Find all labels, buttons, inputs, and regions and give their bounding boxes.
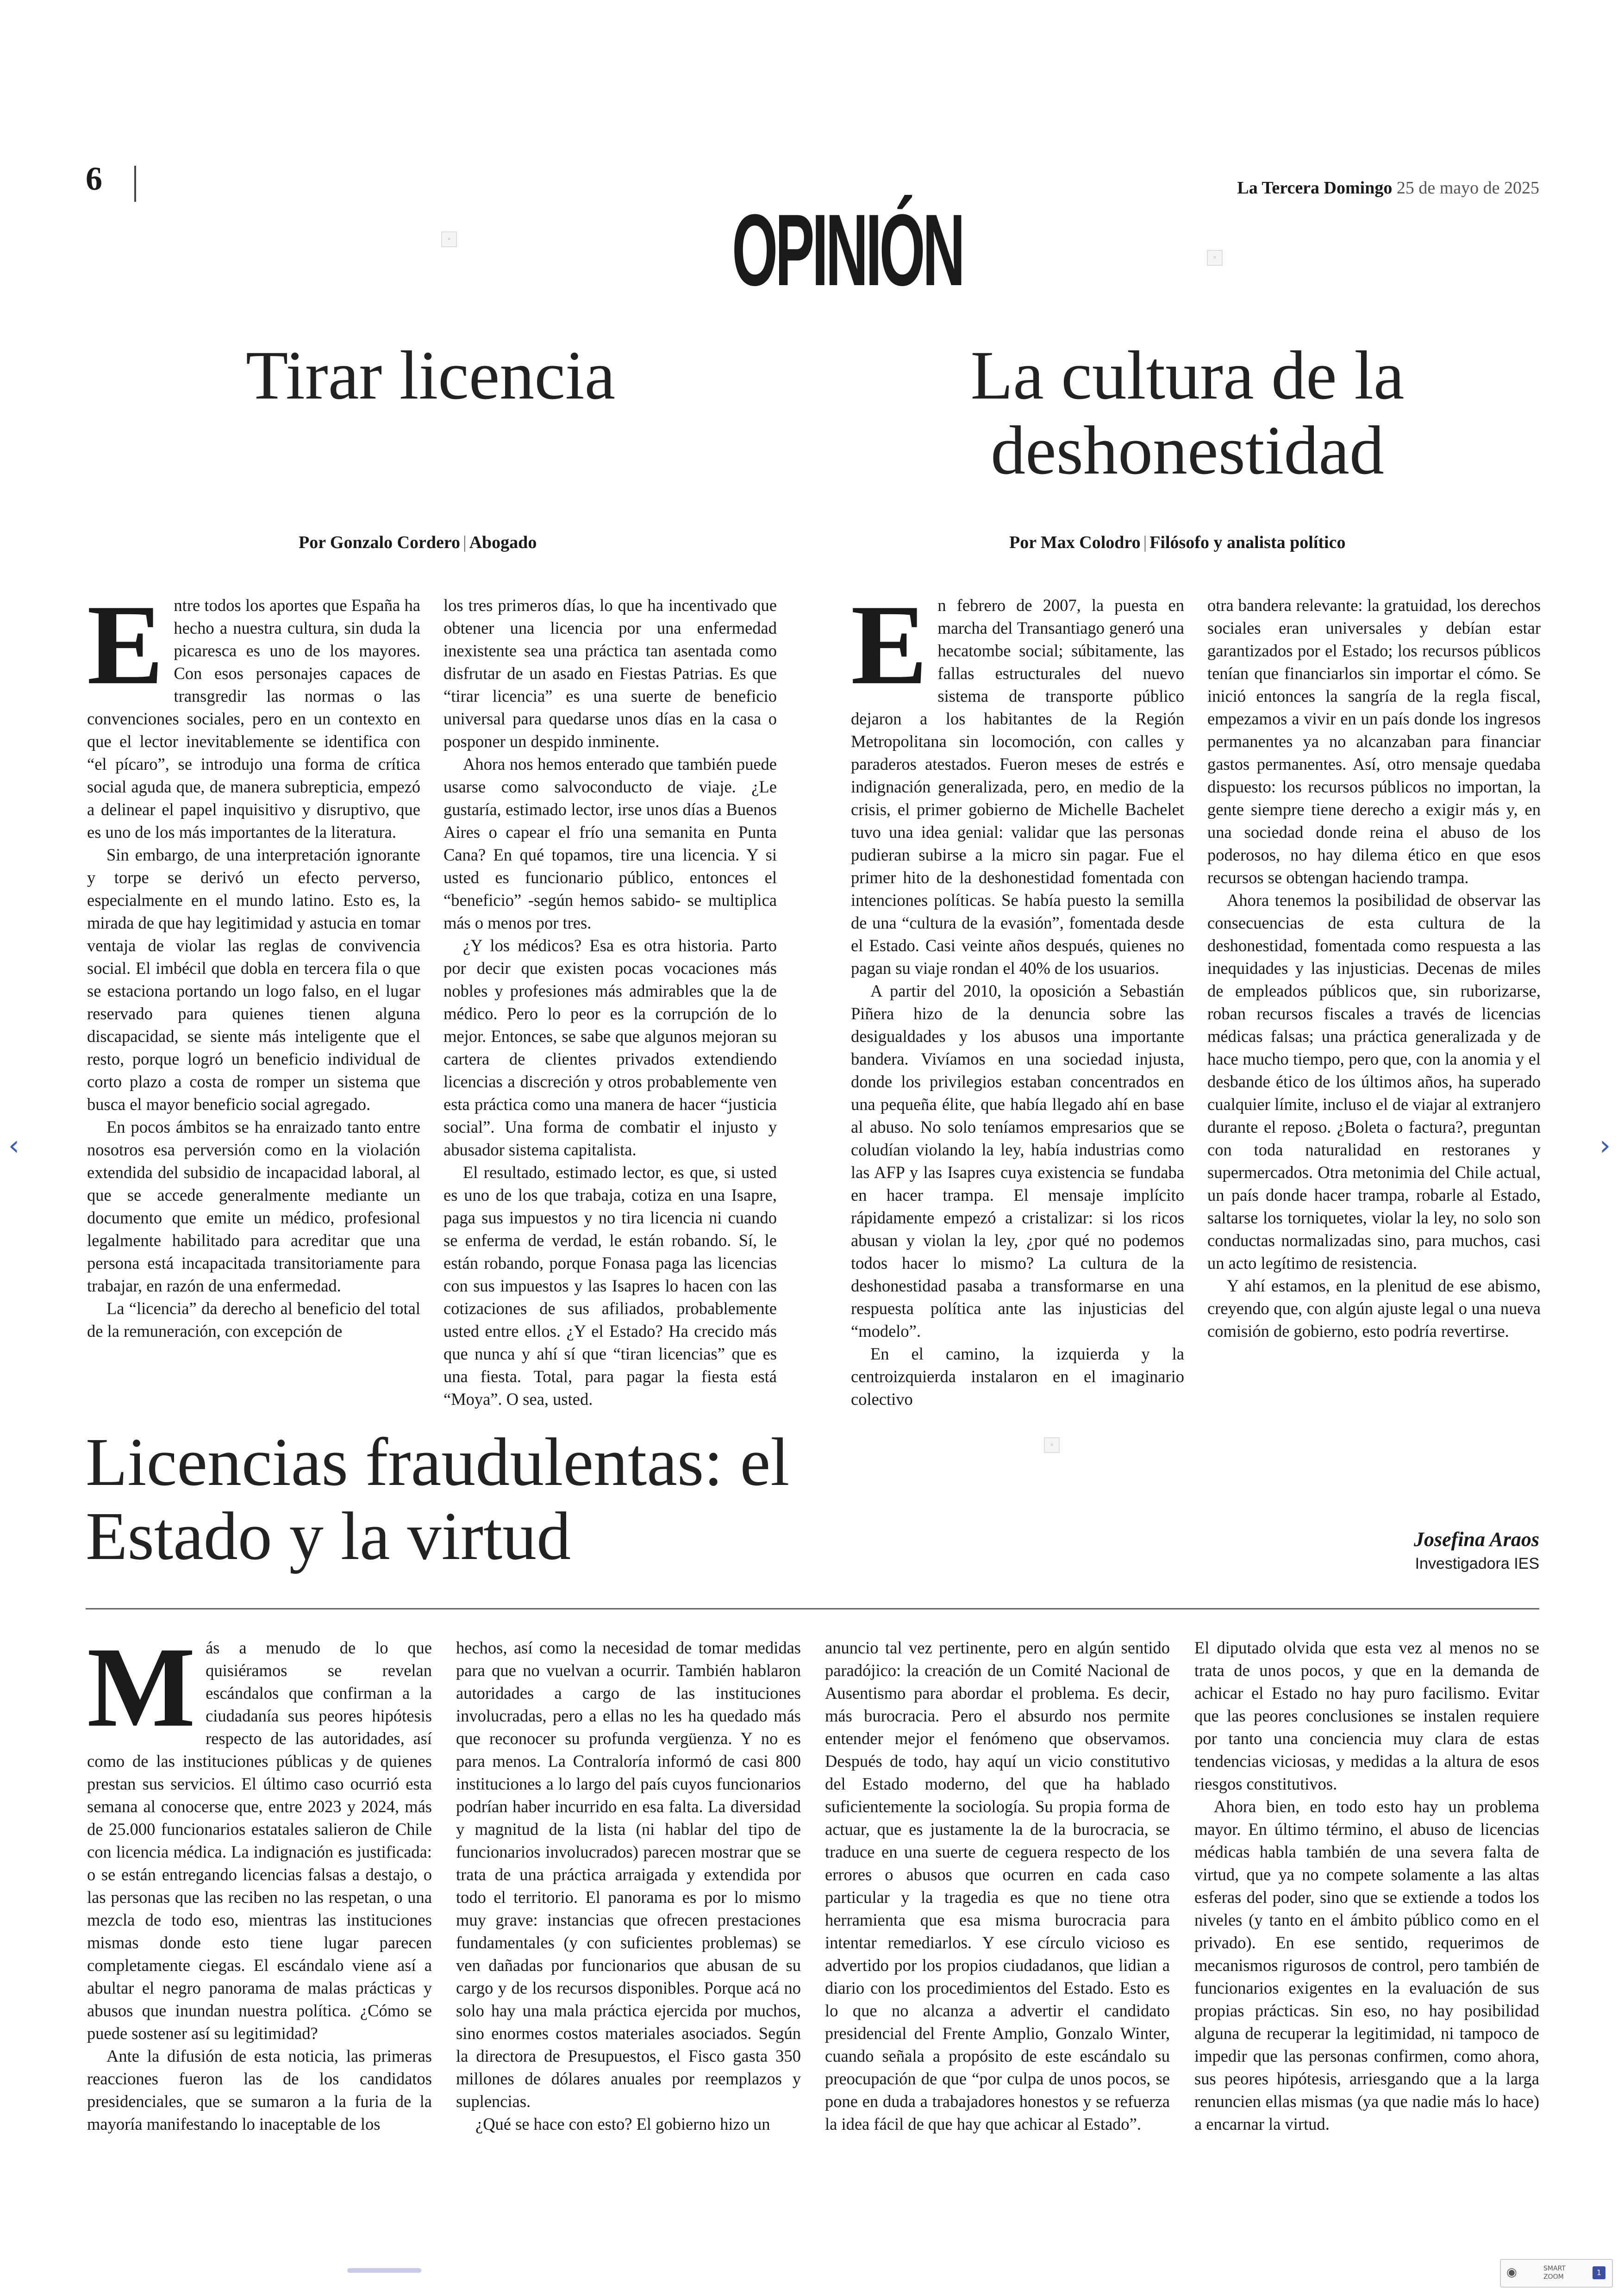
masthead	[1237, 178, 1539, 198]
paragraph: La “licencia” da derecho al beneficio del total de la remuneración, con excepción de	[87, 1299, 420, 1341]
article3-role: Investigadora IES	[1415, 1555, 1539, 1572]
article1-byline: Por Gonzalo Cordero | Abogado	[299, 533, 537, 552]
publication-date: 25 de mayo de 2025	[1396, 178, 1539, 198]
chevron-right-icon[interactable]: ›	[1599, 1129, 1611, 1162]
article3-title-line1: Licencias fraudulentas: el	[86, 1424, 790, 1500]
article1-dropcap: E	[87, 581, 164, 708]
page-scroll-indicator[interactable]	[347, 2268, 421, 2273]
paragraph: El resultado, estimado lector, es que, si usted es uno de los que trabaja, cotiza en una Isapre, paga sus impuestos y no tira licencia ni cuando se enferma de verdad, le están robando. Sí, le están robando, porque Fonasa paga las licencias con sus impuestos y las Isapres lo hacen con las cotizaciones de sus afiliados, probablemente usted entre ellos. ¿Y el Estado? Ha crecido más que nunca y ahí sí que “tiran licencias” que es una fiesta. Total, para pagar la fiesta está “Moya”. O sea, usted.	[443, 1163, 777, 1409]
article2-title	[840, 338, 1535, 488]
zoom-level-badge: 1	[1593, 2266, 1605, 2279]
paragraph: En febrero de 2007, la puesta en marcha del Transantiago generó una hecatombe social; súbitamente, las fallas estructurales del nuevo sistema de transporte público dejaron a los habitantes de la Región Metropolitana sin locomoción, con calles y paraderos atestados. Fueron meses de estrés e indignación generalizada, pero, en medio de la crisis, el primer gobierno de Michelle Bachelet tuvo una idea genial: validar que las personas pudieran subirse a la micro sin pagar. Fue el primer hito de la deshonestidad fomentada con intenciones políticas. Se había puesto la semilla de una “cultura de la evasión”, fomentada desde el Estado. Casi veinte años después, quienes no pagan su viaje rondan el 40% de los usuarios.	[851, 581, 1184, 978]
paragraph: Entre todos los aportes que España ha hecho a nuestra cultura, sin duda la picaresca es uno de los mayores. Con esos personajes capaces de transgredir las normas o las convenciones sociales, pero en un contexto en que el lector inevitablemente se identifica con “el pícaro”, se introdujo una forma de crítica social aguda que, de manera subrepticia, empezó a delinear el papel inquisitivo y disruptivo, que es uno de los más importantes de la literatura.	[87, 581, 420, 842]
section-title: OPINIÓN	[732, 193, 963, 307]
paragraph: En pocos ámbitos se ha enraizado tanto entre nosotros esa perversión como en la violación extendida del subsidio de incapacidad laboral, al que se accede generalmente mediante un documento que emite un médico, profesional legalmente habilitado para acreditar que una persona está incapacitada transitoriamente para trabajar, en razón de una enfermedad.	[87, 1117, 420, 1295]
image-placeholder-icon: ▫	[1044, 1437, 1060, 1453]
article2-byline: Por Max Colodro | Filósofo y analista político	[1009, 533, 1346, 552]
article1-author: Por Gonzalo Cordero	[299, 533, 460, 552]
article2-column-2	[1207, 594, 1541, 1342]
smart-zoom-label-line2: ZOOM	[1543, 2273, 1564, 2281]
paragraph: Ante la difusión de esta noticia, las primeras reacciones fueron las de los candidatos presidenciales, que se sumaron a la furia de la mayoría manifestando lo inaceptable de los	[87, 2046, 432, 2133]
publication-name: La Tercera Domingo	[1237, 178, 1393, 198]
paragraph: ¿Qué se hace con esto? El gobierno hizo un	[475, 2114, 770, 2133]
article2-title-line1: La cultura de la	[970, 337, 1405, 414]
paragraph: anuncio tal vez pertinente, pero en algún sentido paradójico: la creación de un Comité Nacional de Ausentismo para abordar el problema. Es decir, más burocracia. Pero el absurdo nos permite entender mejor el fenómeno que observamos. Después de todo, hay aquí un vicio constitutivo del Estado moderno, del que ha hablado suficientemente la sociología. Su propia forma de actuar, que es justamente la de la burocracia, se traduce en una suerte de ceguera respecto de los errores o abusos que ocurren en cada caso particular y la tragedia es que no tiene otra herramienta que esa misma burocracia para intentar remediarlos. Y ese círculo vicioso es advertido por los propios ciudadanos, que lidian a diario con los procedimientos del Estado. Esto es lo que no alcanza a advertir el candidato presidencial del Frente Amplio, Gonzalo Winter, cuando señala a propósito de este escándalo su preocupación de que “por culpa de unos pocos, se pone en duda a trabajadores honestos y se refuerza la idea fácil de que hay que achicar al Estado”.	[825, 1638, 1170, 2133]
article3-dropcap: M	[87, 1623, 196, 1751]
paragraph: otra bandera relevante: la gratuidad, los derechos sociales eran universales y debían estar garantizados por el Estado; los recursos públicos tenían que financiarlos sin importar el cómo. Se inició entonces la sangría de la regla fiscal, empezamos a vivir en un país donde los ingresos permanentes ya no alcanzaban para financiar gastos permanentes. Así, otro mensaje quedaba dispuesto: los recursos públicos no importan, la gente siempre tiene derecho a exigir más y, en una sociedad donde reina el abuso de los poderosos, no hay dilema ético en que esos recursos se obtengan haciendo trampa.	[1207, 596, 1541, 887]
article1-column-1	[87, 581, 420, 1342]
article3-author-block	[1414, 1528, 1539, 1573]
image-placeholder-icon: ▫	[441, 231, 457, 247]
eye-icon: ◉	[1506, 2265, 1517, 2279]
article1-column-2	[443, 594, 777, 1410]
article1-title: Tirar licencia	[245, 337, 616, 414]
article3-title	[86, 1426, 1104, 1574]
article2-column-1	[851, 581, 1184, 1410]
paragraph: Más a menudo de lo que quisiéramos se revelan escándalos que confirman a la ciudadanía sus peores hipótesis respecto de las autoridades, así como de las instituciones públicas y de quienes prestan sus servicios. El último caso ocurrió esta semana al conocerse que, entre 2023 y 2024, más de 25.000 funcionarios estatales salieron de Chile con licencia médica. La indignación es justificada: o se están entregando licencias falsas a destajo, o las personas que las reciben no las respetan, o una mezcla de todo eso, mientras las instituciones mismas donde esto tiene lugar parecen completamente ciegas. El escándalo viene así a abultar el negro panorama de malas prácticas y abusos que inundan nuestra política. ¿Cómo se puede sostener así su legitimidad?	[87, 1623, 432, 2043]
article3-column-4	[1194, 1636, 1539, 2135]
paragraph: Ahora bien, en todo esto hay un problema mayor. En último término, el abuso de licencias médicas habla también de una severa falta de virtud, que ya no compete solamente a las altas esferas del poder, sino que se extiende a todos los niveles (y tanto en el ámbito público como en el privado). En ese sentido, requerimos de mecanismos rigurosos de control, pero también de funcionarios exigentes en la evaluación de sus propias prácticas. Sin eso, no hay posibilidad alguna de recuperar la legitimidad, ni tampoco de impedir que las personas confirmen, como ahora, sus peores hipótesis, arriesgando que a la larga renuncien ellas mismas (ya que nadie más lo hace) a encarnar la virtud.	[1194, 1797, 1539, 2133]
smart-zoom-button[interactable]	[1500, 2259, 1613, 2288]
page-number: 6	[86, 160, 102, 197]
chevron-left-icon[interactable]: ‹	[8, 1129, 19, 1162]
paragraph: A partir del 2010, la oposición a Sebastián Piñera hizo de la denuncia sobre las desigualdades y los abusos una importante bandera. Vivíamos en una sociedad injusta, donde los privilegios estaban concentrados en una pequeña élite, que había llegado ahí en base al abuso. No solo teníamos empresarios que se coludían violando la ley, había industrias como las AFP y las Isapres cuya existencia se fundaba en hacer trampa. El mensaje implícito rápidamente empezó a cristalizar: si los ricos abusan y violan la ley, ¿por qué no podemos todos hacer lo mismo? La cultura de la deshonestidad pasaba a transformarse en una respuesta política ante las injusticias del “modelo”.	[851, 981, 1184, 1341]
article3-title-line2: Estado y la virtud	[86, 1498, 571, 1574]
image-placeholder-icon: ▫	[1207, 250, 1223, 266]
article2-role: Filósofo y analista político	[1149, 533, 1346, 552]
smart-zoom-label-line1: SMART	[1543, 2265, 1566, 2272]
paragraph: En el camino, la izquierda y la centroizquierda instalaron en el imaginario colectivo	[851, 1344, 1184, 1409]
paragraph: los tres primeros días, lo que ha incentivado que obtener una licencia por una enfermedad inexistente sea una práctica tan asentada como disfrutar de un asado en Fiestas Patrias. Es que “tirar licencia” es una suerte de beneficio universal para quedarse unos días en la casa o posponer un despido inminente.	[443, 596, 777, 751]
header-divider	[134, 166, 136, 202]
paragraph: hechos, así como la necesidad de tomar medidas para que no vuelvan a ocurrir. También hablaron autoridades a cargo de las instituciones involucradas, pero a ellas no les ha quedado más que reconocer su profunda vergüenza. Y no es para menos. La Contraloría informó de casi 800 instituciones a lo largo del país cuyos funcionarios podrían haber incurrido en esa falta. La diversidad y magnitud de la lista (ni hablar del tipo de funcionarios involucrados) parecen mostrar que se trata de una práctica arraigada y extendida por todo el territorio. El panorama es por lo mismo muy grave: instancias que ofrecen prestaciones fundamentales (y con suficientes problemas) se ven dañadas por funcionarios que abusan de su cargo y de los recursos disponibles. Porque acá no solo hay una mala práctica ejercida por muchos, sino enormes costos materiales asociados. Según la directora de Presupuestos, el Fisco gasta 350 millones de dólares anuales por reemplazos y suplencias.	[456, 1638, 801, 2111]
article1-role: Abogado	[469, 533, 537, 552]
paragraph: Y ahí estamos, en la plenitud de ese abismo, creyendo que, con algún ajuste legal o una nueva comisión de gobierno, esto podría revertirse.	[1207, 1276, 1541, 1341]
smart-zoom-label	[1543, 2264, 1566, 2281]
paragraph: El diputado olvida que esta vez al menos no se trata de unos pocos, y que en la demanda de achicar el Estado no hay puro facilismo. Evitar que las peores conclusiones se instalen requiere por tanto una conciencia muy clara de estas tendencias viciosas, y medidas a la altura de esos riesgos constitutivos.	[1194, 1638, 1539, 1793]
paragraph: ¿Y los médicos? Esa es otra historia. Parto por decir que existen pocas vocaciones más nobles y profesiones más admirables que la de médico. Pero lo peor es la corrupción de lo mejor. Entonces, se sabe que algunos mejoran su cartera de clientes privados extendiendo licencias a discreción y otros probablemente ven esta práctica como una manera de hacer “justicia social”. Una forma de combatir el injusto y abusador sistema capitalista.	[443, 936, 777, 1159]
article3-author: Josefina Araos	[1414, 1528, 1539, 1551]
paragraph: Ahora nos hemos enterado que también puede usarse como salvoconducto de viaje. ¿Le gustaría, estimado lector, irse unos días a Buenos Aires o capear el frío una semanita en Punta Cana? En qué topamos, tire una licencia. Y si usted es funcionario público, entonces el “beneficio” -según hemos sabido- se multiplica más o menos por tres.	[443, 755, 777, 932]
paragraph: Sin embargo, de una interpretación ignorante y torpe se derivó un efecto perverso, especialmente en el mundo latino. Esto es, la mirada de que hay legitimidad y astucia en tomar ventaja de violar las reglas de convivencia social. El imbécil que dobla en tercera fila o que se estaciona portando un logo falso, en el lugar reservado para quienes tienen alguna discapacidad, se siente más inteligente que el resto, porque logró un beneficio individual de corto plazo a costa de romper un sistema que busca el mayor beneficio social agregado.	[87, 845, 420, 1114]
article2-dropcap: E	[851, 581, 928, 708]
article2-title-line2: deshonestidad	[991, 412, 1384, 489]
article3-column-2	[456, 1636, 801, 2135]
paragraph: Ahora tenemos la posibilidad de observar las consecuencias de esta cultura de la deshonestidad, fomentada como respuesta a las inequidades y las injusticias. Decenas de miles de empleados públicos que, sin ruborizarse, roban recursos fiscales a través de licencias médicas falsas; una práctica generalizada y de hace mucho tiempo, pero que, con la anomia y el desbande ético de los últimos años, ha superado cualquier límite, incluso el de viajar al extranjero durante el reposo. ¿Boleta o factura?, preguntan con toda naturalidad en restoranes y supermercados. Otra metonimia del Chile actual, un país donde hacer trampa, robarle al Estado, saltarse los torniquetes, violar la ley, no solo son conductas normalizadas sino, para muchos, casi un acto legítimo de resistencia.	[1207, 891, 1541, 1272]
article3-column-1	[87, 1623, 432, 2135]
article3-divider	[86, 1608, 1539, 1609]
article2-author: Por Max Colodro	[1009, 533, 1141, 552]
article3-column-3	[825, 1636, 1170, 2135]
